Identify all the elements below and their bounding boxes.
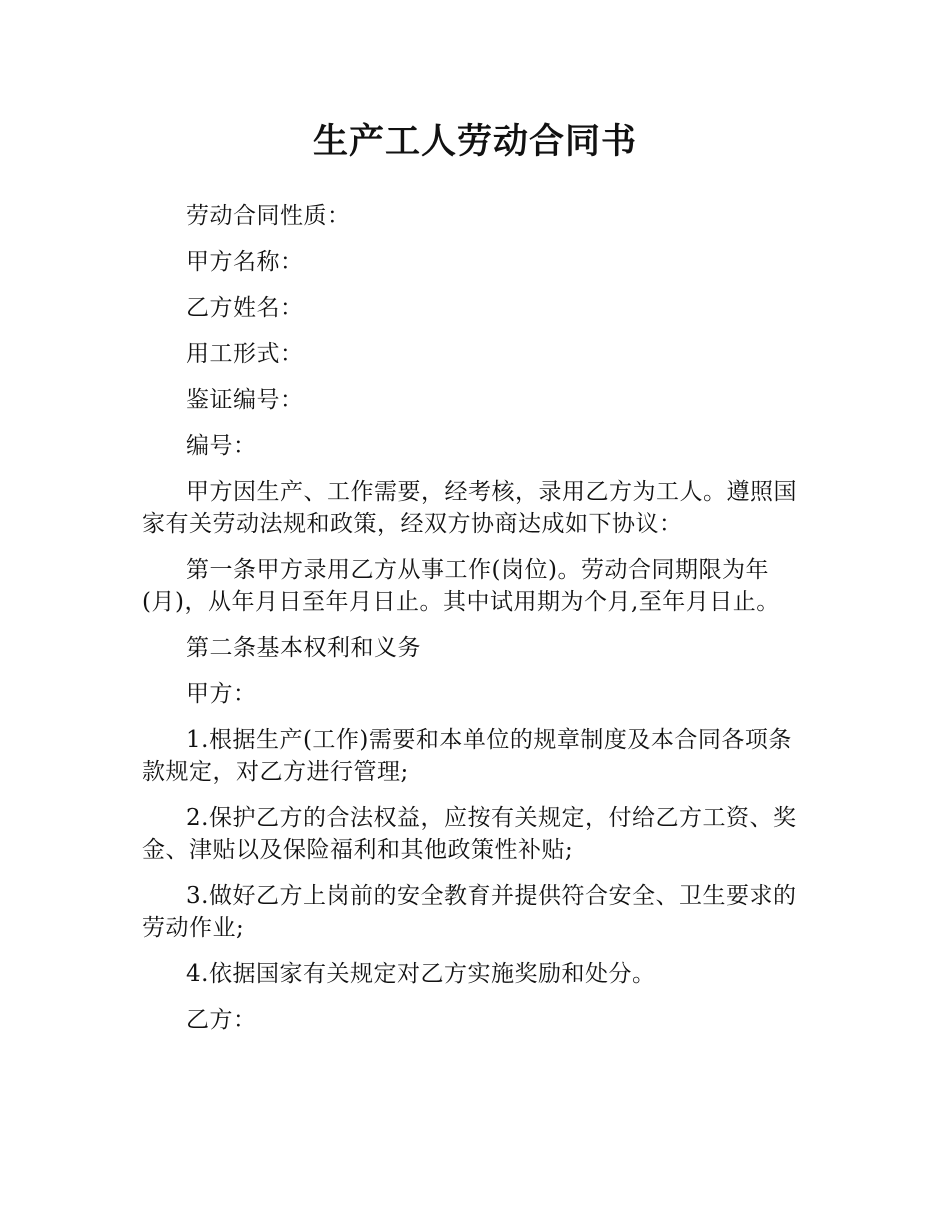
party-a-clause-2: 2.保护乙方的合法权益，应按有关规定，付给乙方工资、奖金、津贴以及保险福利和其他政策性补贴; (142, 805, 797, 863)
field-number: 编号： (186, 433, 257, 459)
preamble-paragraph: 甲方因生产、工作需要，经考核，录用乙方为工人。遵照国家有关劳动法规和政策，经双方协商达成如下协议： (142, 479, 797, 537)
party-a-heading: 甲方： (186, 681, 257, 707)
party-a-clause-3: 3.做好乙方上岗前的安全教育并提供符合安全、卫生要求的劳动作业; (142, 883, 797, 941)
party-a-clause-4: 4.依据国家有关规定对乙方实施奖励和处分。 (186, 961, 656, 987)
document-body (142, 200, 812, 1050)
party-b-heading: 乙方： (186, 1007, 257, 1033)
article-1-paragraph: 第一条甲方录用乙方从事工作(岗位)。劳动合同期限为年(月)，从年月日至年月日止。其中试用期为个月,至年月日止。 (142, 557, 780, 615)
field-verification-number: 鉴证编号： (186, 387, 304, 413)
field-employment-form: 用工形式： (186, 341, 304, 367)
field-party-b-name: 乙方姓名： (186, 295, 304, 321)
party-a-clause-1: 1.根据生产(工作)需要和本单位的规章制度及本合同各项条款规定，对乙方进行管理; (142, 727, 792, 785)
article-2-heading: 第二条基本权利和义务 (186, 635, 421, 661)
field-contract-nature: 劳动合同性质： (186, 203, 351, 229)
field-party-a-name: 甲方名称： (186, 249, 304, 275)
document-title: 生产工人劳动合同书 (312, 122, 637, 162)
